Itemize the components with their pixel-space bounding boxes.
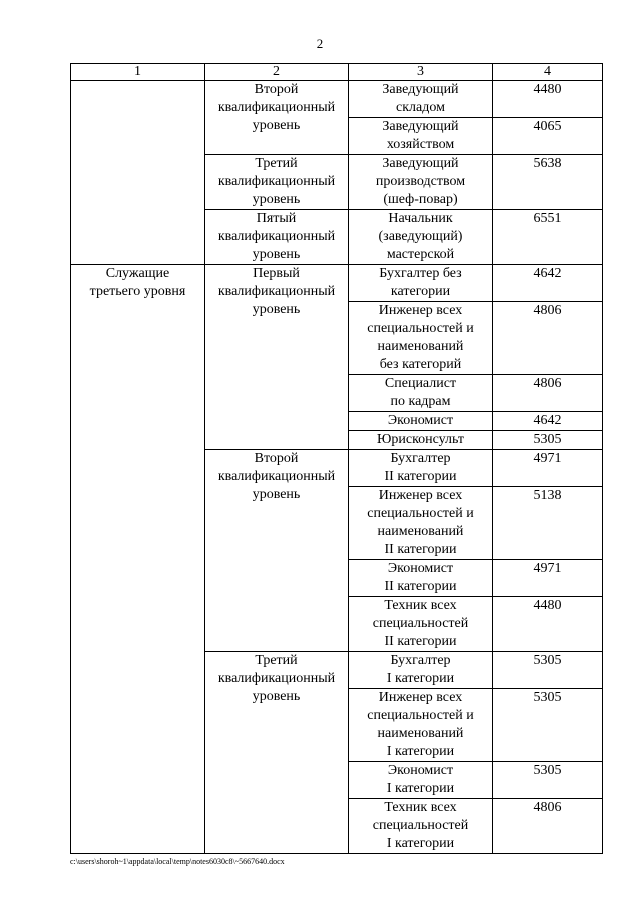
position-name-cell: Техник всех специальностей II категории — [349, 597, 493, 652]
table-header-row — [71, 64, 603, 81]
salary-table — [70, 63, 603, 854]
position-name-cell: Начальник (заведующий) мастерской — [349, 210, 493, 265]
position-name-cell: Экономист — [349, 412, 493, 431]
category-cell: Служащие третьего уровня — [71, 265, 205, 854]
category-cell — [71, 81, 205, 265]
file-path-footer: c:\users\shoroh~1\appdata\local\temp\notes6030c8\~5667640.docx — [70, 857, 285, 866]
position-name-cell: Инженер всех специальностей и наименований без категорий — [349, 302, 493, 375]
salary-cell: 4480 — [493, 81, 603, 118]
table-body — [71, 81, 603, 854]
position-name-cell: Экономист I категории — [349, 762, 493, 799]
table-row — [71, 81, 603, 118]
qualification-level-cell: Второй квалификационный уровень — [205, 450, 349, 652]
salary-cell: 5638 — [493, 155, 603, 210]
position-name-cell: Экономист II категории — [349, 560, 493, 597]
salary-cell: 5305 — [493, 689, 603, 762]
salary-cell: 5305 — [493, 652, 603, 689]
qualification-level-cell: Третий квалификационный уровень — [205, 155, 349, 210]
position-name-cell: Заведующий складом — [349, 81, 493, 118]
column-header-1: 1 — [71, 64, 205, 81]
position-name-cell: Техник всех специальностей I категории — [349, 799, 493, 854]
qualification-level-cell: Пятый квалификационный уровень — [205, 210, 349, 265]
qualification-level-cell: Третий квалификационный уровень — [205, 652, 349, 854]
salary-cell: 6551 — [493, 210, 603, 265]
page-number: 2 — [316, 36, 324, 51]
salary-cell: 4065 — [493, 118, 603, 155]
salary-cell: 5305 — [493, 431, 603, 450]
position-name-cell: Инженер всех специальностей и наименований I категории — [349, 689, 493, 762]
column-header-2: 2 — [205, 64, 349, 81]
position-name-cell: Юрисконсульт — [349, 431, 493, 450]
position-name-cell: Заведующий хозяйством — [349, 118, 493, 155]
qualification-level-cell: Первый квалификационный уровень — [205, 265, 349, 450]
position-name-cell: Заведующий производством (шеф-повар) — [349, 155, 493, 210]
salary-cell: 5305 — [493, 762, 603, 799]
salary-cell: 4971 — [493, 560, 603, 597]
position-name-cell: Инженер всех специальностей и наименований II категории — [349, 487, 493, 560]
salary-cell: 4642 — [493, 412, 603, 431]
position-name-cell: Бухгалтер I категории — [349, 652, 493, 689]
column-header-3: 3 — [349, 64, 493, 81]
position-name-cell: Бухгалтер без категории — [349, 265, 493, 302]
qualification-level-cell: Второй квалификационный уровень — [205, 81, 349, 155]
salary-cell: 4806 — [493, 302, 603, 375]
salary-cell: 4480 — [493, 597, 603, 652]
position-name-cell: Специалист по кадрам — [349, 375, 493, 412]
table-row — [71, 265, 603, 302]
salary-cell: 4806 — [493, 799, 603, 854]
salary-cell: 4971 — [493, 450, 603, 487]
salary-cell: 5138 — [493, 487, 603, 560]
salary-cell: 4806 — [493, 375, 603, 412]
salary-cell: 4642 — [493, 265, 603, 302]
position-name-cell: Бухгалтер II категории — [349, 450, 493, 487]
column-header-4: 4 — [493, 64, 603, 81]
